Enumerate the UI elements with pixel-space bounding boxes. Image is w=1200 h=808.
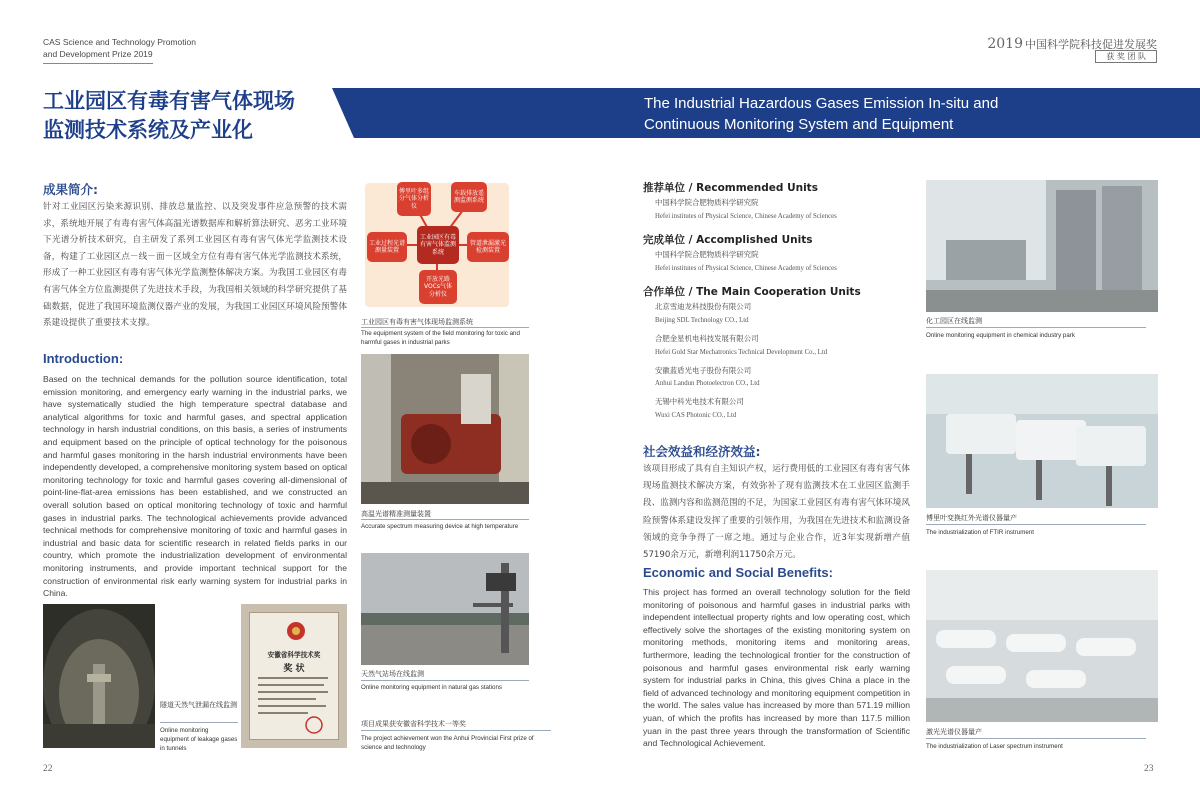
- benefits-cn-heading: 社会效益和经济效益:: [643, 444, 761, 459]
- tunnel-illustration: [43, 604, 155, 748]
- ftir-caption-rule: [926, 524, 1146, 525]
- laser-photo: [926, 570, 1158, 722]
- ftir-illustration: [926, 374, 1158, 508]
- gasstation-photo: [361, 553, 529, 665]
- hightemp-caption-cn: 高温光谱精准测量装置: [361, 510, 431, 518]
- gasstation-caption-en: Online monitoring equipment in natural gas stations: [361, 684, 503, 691]
- laser-illustration: [926, 570, 1158, 722]
- system-caption-cn: 工业园区有毒有害气体现场监测系统: [361, 318, 473, 326]
- accomplished-unit-cn: 中国科学院合肥物质科学研究院: [655, 250, 759, 259]
- page-title-cn: [43, 86, 323, 144]
- award-caption-rule: [361, 730, 551, 731]
- header-rule: [43, 63, 153, 64]
- award-certificate: [241, 604, 347, 748]
- page-number-right: 23: [1144, 764, 1154, 774]
- chemical-caption-rule: [926, 327, 1146, 328]
- certificate-subtitle: 奖 状: [283, 664, 305, 674]
- cooperation-unit-4-cn: 无锡中科光电技术有限公司: [655, 397, 744, 406]
- recommended-unit-en: Hefei institutes of Physical Science, Chinese Academy of Sciences: [655, 213, 837, 220]
- certificate-paper: [249, 612, 339, 740]
- laser-caption-cn: 激光光谱仪器量产: [926, 728, 982, 736]
- benefits-en-heading: Economic and Social Benefits:: [643, 565, 833, 580]
- recommended-heading: 推荐单位 / Recommended Units: [643, 182, 818, 194]
- cooperation-heading: 合作单位 / The Main Cooperation Units: [643, 286, 861, 298]
- gasstation-caption-cn: 天然气站场在线监测: [361, 670, 424, 678]
- tunnel-photo: [43, 604, 155, 748]
- brand-mark: [987, 36, 1157, 62]
- ftir-caption-en: The industrialization of FTIR instrument: [926, 529, 1034, 536]
- ftir-caption-cn: 傅里叶变换红外光谱仪器量产: [926, 514, 1017, 522]
- diagram-node-center: 工业园区有毒有害气体监测系统: [417, 226, 459, 264]
- tunnel-caption-en: Online monitoring equipment of leakage gases in tunnels: [160, 727, 238, 752]
- title-cn-line-2: 监测技术系统及产业化: [43, 117, 253, 142]
- banner-slant: [332, 88, 354, 138]
- brand-year: 2019: [987, 36, 1023, 52]
- diagram-node-vocs: 开放光路VOCs气体分析仪: [419, 270, 457, 304]
- title-en-line-2: Continuous Monitoring System and Equipment: [644, 116, 954, 133]
- certificate-title: 安徽省科学技术奖: [267, 651, 321, 659]
- award-caption-en: The project achievement won the Anhui Provincial First prize of science and technology: [361, 735, 534, 751]
- title-cn-line-1: 工业园区有毒有害气体现场: [43, 88, 295, 113]
- header-line-1: CAS Science and Technology Promotion: [43, 37, 196, 47]
- gasstation-caption-rule: [361, 680, 529, 681]
- system-caption-rule: [361, 327, 529, 328]
- cooperation-unit-1-en: Beijing SDL Technology CO., Ltd: [655, 317, 749, 324]
- diagram-node-ftir: 傅里叶多组分气体分析仪: [397, 182, 431, 216]
- tunnel-caption-cn: 隧道天然气泄漏在线监测: [160, 701, 237, 709]
- tunnel-caption-rule: [160, 722, 238, 723]
- page-number-left: 22: [43, 764, 53, 774]
- summary-heading: 成果简介:: [43, 182, 98, 197]
- hightemp-caption-en: Accurate spectrum measuring device at high temperature: [361, 523, 519, 530]
- page-title-en: [644, 93, 1124, 135]
- diagram-node-process: 工业过程光谱测量装置: [367, 232, 407, 262]
- chemical-caption-cn: 化工园区在线监测: [926, 317, 982, 325]
- benefits-cn-text: 该项目形成了具有自主知识产权，运行费用低的工业园区有毒有害气体现场监测技术解决方案，有效弥补了现有监测技术在工业园区监测手段、监测内容和监测范围的不足，为国家工业园区有毒有害气体环境风险预警体系建设发挥了重要的引领作用，为我国在先进技术和监测设备领域的竞争争得了一席之地。通过与企业合作，近3年实现新增产值57190余万元，新增利润11750余万元。: [643, 464, 910, 561]
- chemical-illustration: [926, 180, 1158, 312]
- introduction-heading: Introduction:: [43, 351, 124, 366]
- system-diagram: [361, 178, 513, 312]
- cooperation-unit-3-cn: 安徽蓝盾光电子股份有限公司: [655, 366, 752, 375]
- summary-text: 针对工业园区污染来源识别、排放总量监控、以及突发事件应急预警的技术需求，系统地开展了有毒有害气体高温光谱数据库和解析算法研究、恶劣工业环境下光谱分析技术研究，自主研发了系列工业园区有毒有害气体光学监测技术设备，构建了工业园区点－线－面－区域全方位有毒有害气体光学监测技术系统，形成了一种工业园区有毒有害气体光学监测整体解决方案。为我国工业园区有毒有害气体全方位监测提供了先进技术手段，为我国相关领域的科学研究提供了基础数据，促进了我国环境监测仪器产业的发展，为我国工业园区环境风险预警体系建设提供了重要技术支撑。: [43, 202, 347, 329]
- chemical-caption-en: Online monitoring equipment in chemical industry park: [926, 332, 1075, 339]
- benefits-en-text: This project has formed an overall technology solution for the field monitoring of poisonous and harmful gases in industrial parks with independent intellectual property rights and low operating cost, which effectively solve the shortages of the existing monitoring system on monitoring methods, monitoring items and monitoring areas, furthermore, leading the technological frontier for the construction of poisonous and harmful gases environmental risk early warning system for industrial parks in China, this gives China a place in the field of advanced technology and monitoring equipment competition in the world. The sales value has increased by more than 571.19 million yuan, of which the profits has increased by more than 117.5 million yuan in the past three years through the transformation of Scientific and Technological Achievement.: [643, 587, 910, 749]
- accomplished-heading: 完成单位 / Accomplished Units: [643, 234, 813, 246]
- hightemp-photo: [361, 354, 529, 504]
- system-caption-en: The equipment system of the field monitoring for toxic and harmful gases in industrial parks: [361, 330, 520, 346]
- ftir-photo: [926, 374, 1158, 508]
- diagram-node-vehicle: 车载排放遥测监测系统: [451, 182, 487, 212]
- introduction-text: Based on the technical demands for the pollution source identification, total emission monitoring, and emergency early warning in the industrial parks, we have systematically studied the high temperature spectral database and analytical algorithms for toxic and harmful gases, and spectral application technology in harsh industrial conditions, on this basis, a series of instruments and equipment based on the principle of optical technology for the poisonous and harmful gases monitoring in the harsh industrial environments have been independently developed, a comprehensive monitoring system based on optical monitoring technology for toxic and harmful gases covering all-dimensional of point-line-flat-area emissions has been established, and we constructed an overall solution based on optical monitoring technology of toxic and harmful gases in industrial parks. The technological achievements provide advanced technical methods for comprehensive monitoring of toxic and harmful gases in industrial and basic data for scientific research in related fields parks in our country, which promote the industrialization development of environmental monitoring instruments, and provide important technical support for the construction of environmental risk early warning system for industrial parks in China.: [43, 374, 347, 599]
- emblem-icon: [286, 621, 306, 641]
- chemical-photo: [926, 180, 1158, 312]
- brand-badge: 获 奖 团 队: [1095, 50, 1157, 63]
- brand-name: 中国科学院科技促进发展奖: [1025, 38, 1157, 51]
- cooperation-unit-3-en: Anhui Landun Photoelectron CO., Ltd: [655, 380, 760, 387]
- award-caption-cn: 项目成果获安徽省科学技术一等奖: [361, 720, 466, 728]
- gasstation-illustration: [361, 553, 529, 665]
- accomplished-unit-en: Hefei institutes of Physical Science, Chinese Academy of Sciences: [655, 265, 837, 272]
- cooperation-unit-1-cn: 北京雪迪龙科技股份有限公司: [655, 302, 752, 311]
- diagram-node-pipeline: 管道泄漏激光检测装置: [467, 232, 509, 262]
- title-en-line-1: The Industrial Hazardous Gases Emission In-situ and: [644, 95, 999, 112]
- recommended-unit-cn: 中国科学院合肥物质科学研究院: [655, 198, 759, 207]
- cooperation-unit-2-en: Hefei Gold Star Mechatronics Technical Development Co., Ltd: [655, 349, 828, 356]
- cooperation-unit-4-en: Wuxi CAS Photonic CO., Ltd: [655, 412, 737, 419]
- header-prize-title: [43, 36, 196, 60]
- certificate-text-lines: [258, 677, 332, 737]
- hightemp-illustration: [361, 354, 529, 504]
- laser-caption-rule: [926, 738, 1146, 739]
- header-line-2: and Development Prize 2019: [43, 49, 153, 59]
- cooperation-unit-2-cn: 合肥金星机电科技发展有限公司: [655, 334, 759, 343]
- hightemp-caption-rule: [361, 519, 529, 520]
- laser-caption-en: The industrialization of Laser spectrum instrument: [926, 743, 1063, 750]
